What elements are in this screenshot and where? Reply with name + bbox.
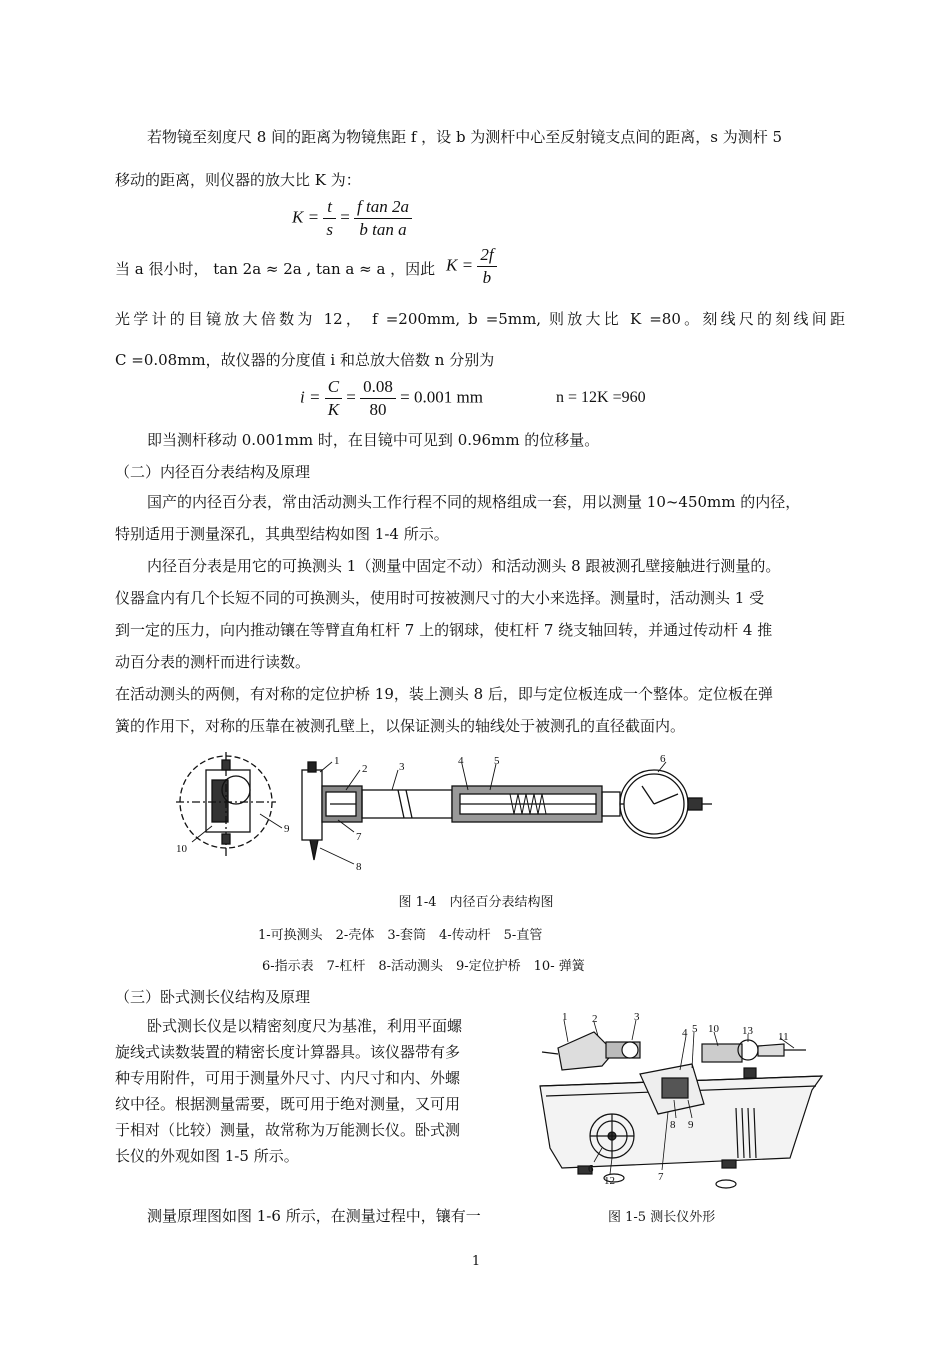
fig5-label-1: 1 xyxy=(562,1011,568,1023)
fig4-label-5: 5 xyxy=(494,755,500,767)
para7-line1: 在活动测头的两侧，有对称的定位护桥 19，装上测头 8 后，即与定位板连成一个整体。定位板在弹 xyxy=(115,685,773,703)
para3-line1: 光学计的目镜放大倍数为 12， f =200mm, b =5mm, 则放大比 K =80。刻线尺的刻线间距 xyxy=(115,310,845,328)
para8-line1: 卧式测长仪是以精密刻度尺为基准，利用平面螺 xyxy=(147,1017,463,1035)
fig5-label-12: 12 xyxy=(604,1175,615,1187)
fig4-label-6: 6 xyxy=(660,753,666,765)
para6-line2: 仪器盒内有几个长短不同的可换测头，使用时可按被测尺寸的大小来选择。测量时，活动测头 1 受 xyxy=(115,589,765,607)
para6-line4: 动百分表的测杆而进行读数。 xyxy=(115,653,311,671)
para5-line1: 国产的内径百分表，常由活动测头工作行程不同的规格组成一套，用以测量 10~450mm 的内径， xyxy=(147,493,801,511)
para8-line2: 旋线式读数装置的精密长度计算器具。该仪器带有多 xyxy=(115,1043,461,1061)
fig5-label-4: 4 xyxy=(682,1027,688,1039)
fig4-label-4: 4 xyxy=(458,755,464,767)
section-heading-2: （二）内径百分表结构及原理 xyxy=(115,463,311,481)
fig4-label-7: 7 xyxy=(356,831,362,843)
para7-line2: 簧的作用下，对称的压靠在被测孔壁上，以保证测头的轴线处于被测孔的直径截面内。 xyxy=(115,717,686,735)
tube xyxy=(362,786,620,822)
formula-magnification: K = $\frac{t}{s}$ = $\frac{\text{f tan 2a}}{\text{b tan a}}$ xyxy=(292,196,412,241)
fig5-label-2: 2 xyxy=(592,1013,598,1025)
fig5-label-13: 13 xyxy=(742,1025,753,1037)
para2-line: 当 a 很小时， tan 2a ≈ 2a , tan a ≈ a ，因此 xyxy=(115,260,436,278)
fig4-label-1: 1 xyxy=(334,755,340,767)
cross-section-view xyxy=(176,752,276,858)
para6-line1: 内径百分表是用它的可换测头 1（测量中固定不动）和活动测头 8 跟被测孔壁接触进行测量的。 xyxy=(147,557,781,575)
para3-line2: C =0.08mm，故仪器的分度值 i 和总放大倍数 n 分别为 xyxy=(115,351,495,369)
fig5-label-9: 9 xyxy=(688,1119,694,1131)
figure-1-4-bore-gauge xyxy=(170,750,730,875)
para4: 即当测杆移动 0.001mm 时，在目镜中可见到 0.96mm 的位移量。 xyxy=(147,431,600,449)
figure-1-5-length-measuring-machine xyxy=(522,1008,832,1198)
fig4-label-3: 3 xyxy=(399,761,405,773)
formula-small-angle: K = $\frac{2f}{b}$ xyxy=(446,244,497,289)
fig5-label-11: 11 xyxy=(778,1031,789,1043)
fig4-label-10: 10 xyxy=(176,843,187,855)
para1-line2: 移动的距离，则仪器的放大比 K 为： xyxy=(115,171,361,189)
para8-last-line: 测量原理图如图 1-6 所示，在测量过程中，镶有一 xyxy=(147,1207,481,1225)
formula-total-magnification: n = 12K =960 xyxy=(556,389,646,406)
figure-1-4-legend-1: 1-可换测头 2-壳体 3-套筒 4-传动杆 5-直管 xyxy=(258,928,543,943)
para5-line2: 特别适用于测量深孔，其典型结构如图 1-4 所示。 xyxy=(115,525,449,543)
fig5-label-7: 7 xyxy=(658,1171,664,1183)
fig5-label-10: 10 xyxy=(708,1023,719,1035)
page-number: 1 xyxy=(471,1254,481,1269)
para6-line3: 到一定的压力，向内推动镶在等臂直角杠杆 7 上的钢球，使杠杆 7 绕支轴回转，并通过传动杆 4 推 xyxy=(115,621,773,639)
fig4-label-9: 9 xyxy=(284,823,290,835)
fig5-label-5: 5 xyxy=(692,1023,698,1035)
fig4-label-2: 2 xyxy=(362,763,368,775)
para8 xyxy=(115,1013,505,1169)
para8-line4: 纹中径。根据测量需要，既可用于绝对测量，又可用 xyxy=(115,1095,461,1113)
dial-indicator xyxy=(620,770,712,838)
probe-head xyxy=(302,762,362,860)
figure-1-4-legend-2: 6-指示表 7-杠杆 8-活动测头 9-定位护桥 10- 弹簧 xyxy=(262,959,585,974)
figure-1-4-caption: 图 1-4 内径百分表结构图 xyxy=(398,895,554,910)
fig5-label-3: 3 xyxy=(634,1011,640,1023)
para8-line6: 长仪的外观如图 1-5 所示。 xyxy=(115,1147,299,1165)
fig5-label-6: 6 xyxy=(588,1163,594,1175)
para8-line5: 于相对（比较）测量，故常称为万能测长仪。卧式测 xyxy=(115,1121,461,1139)
fig4-label-8: 8 xyxy=(356,861,362,873)
para8-line3: 种专用附件，可用于测量外尺寸、内尺寸和内、外螺 xyxy=(115,1069,461,1087)
para1-line1: 若物镜至刻度尺 8 间的距离为物镜焦距 f ，设 b 为测杆中心至反射镜支点间的距离，s 为测杆 5 xyxy=(147,128,783,146)
formula-division-value: i = $\frac{C}{K}$ = $\frac{0.08}{80}$ = 0.001 mm xyxy=(300,377,483,419)
section-heading-3: （三）卧式测长仪结构及原理 xyxy=(115,988,311,1006)
fig5-label-8: 8 xyxy=(670,1119,676,1131)
figure-1-5-caption: 图 1-5 测长仪外形 xyxy=(608,1210,716,1225)
